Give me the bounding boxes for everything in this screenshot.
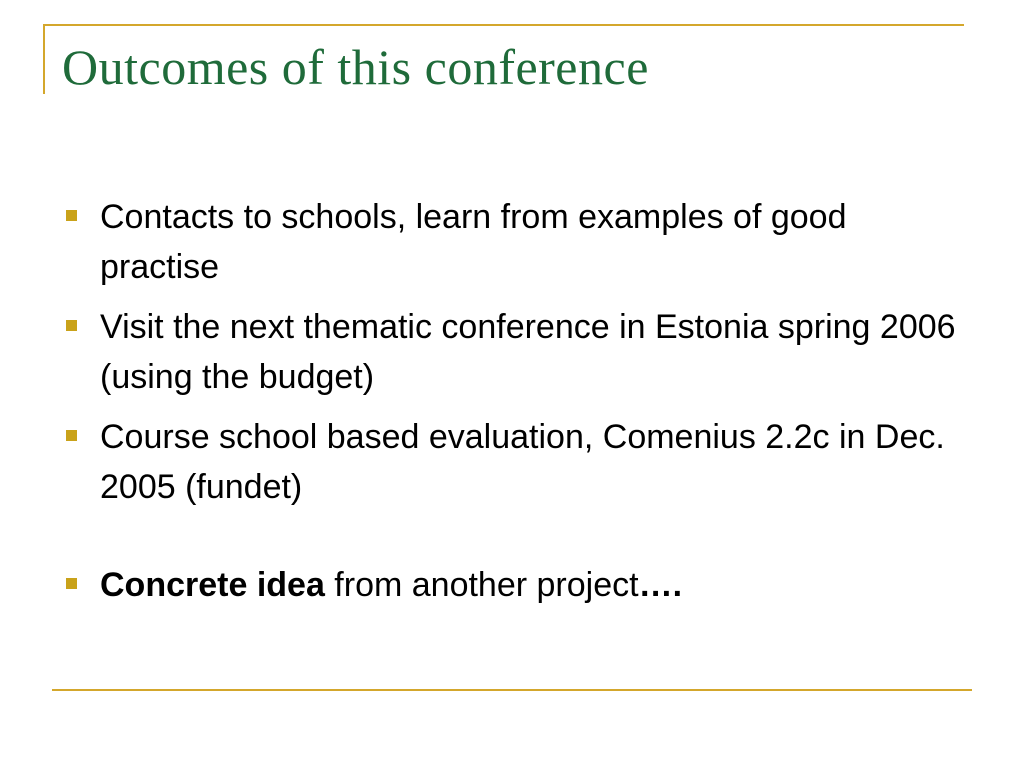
bullet-item-contacts bbox=[66, 192, 956, 292]
square-bullet-icon bbox=[66, 320, 77, 331]
bullet-text: from another project bbox=[324, 566, 639, 604]
bullet-item-course bbox=[66, 412, 956, 512]
bullet-item-visit-conference bbox=[66, 302, 956, 402]
square-bullet-icon bbox=[66, 430, 77, 441]
bullet-list bbox=[66, 192, 956, 620]
bullet-text: Visit the next thematic conference in Estonia spring 2006 (using the budget) bbox=[100, 308, 956, 396]
bullet-text: Contacts to schools, learn from examples of good practise bbox=[100, 198, 847, 286]
bullet-item-concrete-idea bbox=[66, 560, 956, 610]
square-bullet-icon bbox=[66, 578, 77, 589]
square-bullet-icon bbox=[66, 210, 77, 221]
slide-title: Outcomes of this conference bbox=[62, 39, 649, 95]
top-rule bbox=[43, 24, 964, 26]
bottom-rule bbox=[52, 689, 972, 691]
left-rule bbox=[43, 24, 45, 94]
bullet-text: Course school based evaluation, Comenius 2.2c in Dec. 2005 (fundet) bbox=[100, 418, 945, 506]
bullet-bold-lead: Concrete idea bbox=[100, 566, 325, 604]
bullet-bold-ellipsis: …. bbox=[638, 566, 683, 604]
